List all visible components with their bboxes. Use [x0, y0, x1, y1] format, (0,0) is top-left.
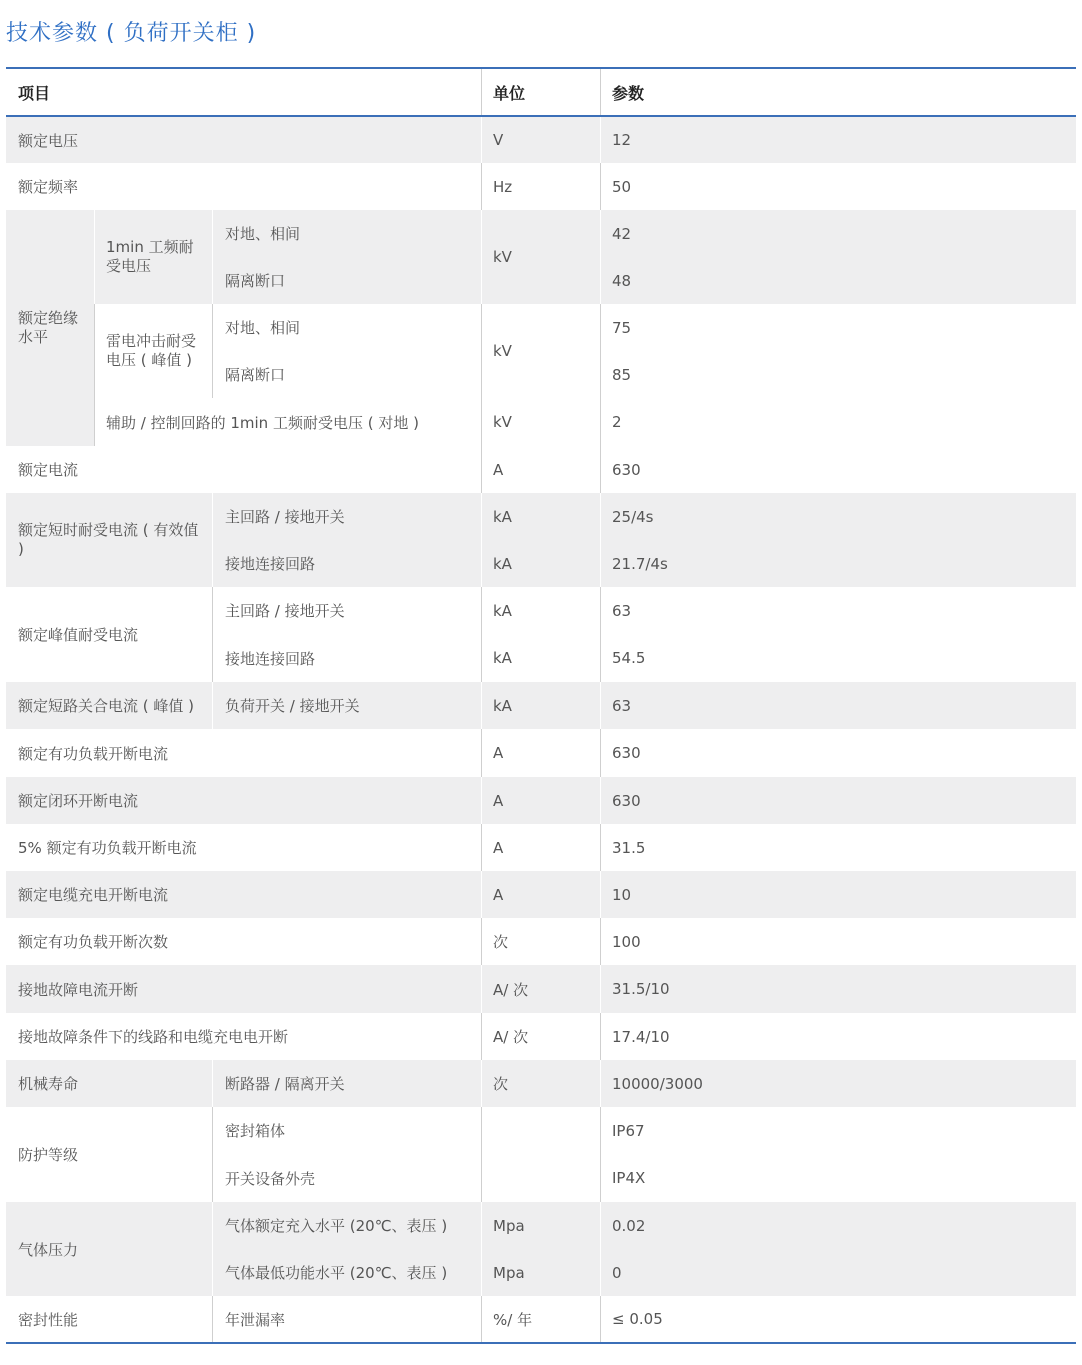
row-label: 额定电缆充电开断电流 [18, 886, 169, 904]
page-title: 技术参数 ( 负荷开关柜 ) [6, 21, 257, 46]
table-row [6, 117, 1076, 163]
sub-label: 1min 工频耐受电压 [106, 238, 194, 275]
column-divider [600, 729, 601, 777]
row-value: 50 [612, 177, 632, 196]
column-divider [212, 210, 213, 304]
row-label: 接地故障电流开断 [18, 980, 139, 999]
row-label: 额定电流 [18, 461, 79, 479]
table-row [6, 1060, 1076, 1107]
sub-item: 负荷开关 / 接地开关 [225, 697, 360, 715]
column-divider [600, 824, 601, 871]
sub-item: 气体最低功能水平 (20℃、表压 ) [225, 1264, 448, 1282]
header-divider [481, 69, 482, 115]
row-value: 31.5 [612, 838, 646, 857]
column-divider [481, 729, 482, 777]
row-label: 机械寿命 [18, 1075, 79, 1093]
column-divider [212, 1107, 213, 1202]
header-item: 项目 [18, 83, 51, 103]
column-divider [94, 304, 95, 398]
column-divider [481, 304, 482, 446]
column-divider [481, 824, 482, 871]
row-value: 10 [612, 885, 632, 904]
header-divider [600, 69, 601, 115]
row-unit: kA [493, 649, 512, 667]
row-value: 25/4s [612, 507, 654, 526]
sub-item: 接地连接回路 [225, 555, 316, 573]
column-divider [600, 304, 601, 446]
row-unit: A [493, 885, 504, 904]
column-divider [212, 304, 213, 398]
table-row [6, 1202, 1076, 1296]
column-divider [212, 682, 213, 729]
column-divider [600, 1107, 601, 1202]
row-value: 17.4/10 [612, 1027, 670, 1046]
sub-item: 开关设备外壳 [225, 1169, 316, 1188]
row-unit: %/ 年 [493, 1310, 533, 1329]
row-unit: kV [493, 248, 512, 266]
table-top-rule [6, 67, 1076, 69]
row-label: 额定有功负载开断电流 [18, 744, 169, 763]
sub-item: 主回路 / 接地开关 [225, 508, 345, 526]
row-unit: 次 [493, 1075, 509, 1093]
row-value: 48 [612, 271, 632, 290]
row-value: 63 [612, 696, 632, 715]
row-value: 2 [612, 413, 622, 431]
row-value: 85 [612, 365, 632, 384]
row-unit: A/ 次 [493, 980, 529, 999]
row-value: 42 [612, 224, 632, 243]
sub-label: 辅助 / 控制回路的 1min 工频耐受电压 ( 对地 ) [106, 413, 419, 432]
row-value: 75 [612, 318, 632, 337]
column-divider [600, 1013, 601, 1060]
row-value: IP4X [612, 1169, 646, 1187]
row-label: 额定有功负载开断次数 [18, 933, 169, 951]
row-label: 接地故障条件下的线路和电缆充电电开断 [18, 1028, 289, 1046]
row-value: 10000/3000 [612, 1074, 703, 1093]
row-value: 63 [612, 601, 632, 620]
column-divider [481, 1296, 482, 1342]
row-unit: A/ 次 [493, 1028, 529, 1046]
table-row [6, 446, 1076, 493]
row-label: 额定短时耐受电流 ( 有效值 ) [18, 521, 199, 558]
row-value: 630 [612, 791, 641, 810]
sub-item: 密封箱体 [225, 1122, 286, 1140]
column-divider [481, 1107, 482, 1202]
row-label: 防护等级 [18, 1146, 79, 1164]
row-value: 100 [612, 932, 641, 951]
row-unit: A [493, 791, 504, 810]
row-value: 630 [612, 460, 641, 479]
row-unit: A [493, 744, 504, 762]
sub-item: 隔离断口 [225, 272, 286, 290]
column-divider [600, 1296, 601, 1342]
table-row [6, 163, 1076, 210]
row-value: 0 [612, 1263, 622, 1282]
sub-item: 年泄漏率 [225, 1310, 286, 1329]
column-divider [481, 446, 482, 493]
row-value: 0.02 [612, 1216, 646, 1235]
row-unit: kA [493, 554, 512, 573]
row-value: 21.7/4s [612, 554, 668, 573]
row-unit: Hz [493, 177, 513, 196]
column-divider [94, 398, 95, 446]
sub-item: 隔离断口 [225, 366, 286, 384]
row-value: 12 [612, 131, 632, 149]
sub-item: 气体额定充入水平 (20℃、表压 ) [225, 1217, 448, 1235]
row-label: 额定绝缘水平 [18, 309, 79, 346]
row-label: 气体压力 [18, 1240, 79, 1259]
column-divider [212, 1202, 213, 1296]
sub-item: 主回路 / 接地开关 [225, 602, 345, 620]
row-unit: kV [493, 342, 512, 360]
row-unit: V [493, 131, 504, 149]
column-divider [600, 918, 601, 965]
header-unit: 单位 [493, 83, 526, 103]
column-divider [212, 493, 213, 587]
table-row [6, 587, 1076, 682]
row-unit: A [493, 838, 504, 857]
row-value: IP67 [612, 1121, 645, 1140]
row-unit: kA [493, 696, 512, 715]
column-divider [600, 587, 601, 682]
row-unit: Mpa [493, 1263, 525, 1282]
row-unit: kA [493, 507, 512, 526]
row-unit: kV [493, 413, 512, 431]
table-row [6, 777, 1076, 824]
column-divider [481, 918, 482, 965]
column-divider [212, 1296, 213, 1342]
table-row [6, 965, 1076, 1013]
sub-label: 雷电冲击耐受电压 ( 峰值 ) [106, 332, 197, 369]
row-label: 密封性能 [18, 1310, 79, 1329]
row-unit: A [493, 460, 504, 479]
column-divider [600, 446, 601, 493]
row-value: 31.5/10 [612, 980, 670, 998]
table-row [6, 1296, 1076, 1342]
column-divider [481, 1013, 482, 1060]
sub-item: 对地、相间 [225, 225, 301, 243]
row-unit: 次 [493, 933, 509, 951]
row-label: 额定频率 [18, 178, 79, 196]
column-divider [481, 163, 482, 210]
column-divider [481, 587, 482, 682]
row-label: 额定短路关合电流 ( 峰值 ) [18, 697, 195, 715]
table-row [6, 1107, 1076, 1202]
table-bottom-rule [6, 1342, 1076, 1344]
row-label: 额定电压 [18, 131, 79, 150]
row-value: 54.5 [612, 649, 646, 667]
sub-item: 对地、相间 [225, 319, 301, 337]
column-divider [600, 163, 601, 210]
sub-item: 断路器 / 隔离开关 [225, 1075, 345, 1093]
row-label: 5% 额定有功负载开断电流 [18, 839, 197, 857]
row-value: 630 [612, 744, 641, 762]
row-label: 额定闭环开断电流 [18, 792, 139, 810]
column-divider [212, 1060, 213, 1107]
column-divider [212, 587, 213, 682]
row-value: ≤ 0.05 [612, 1310, 663, 1328]
header-param: 参数 [612, 83, 645, 103]
row-unit: Mpa [493, 1216, 525, 1235]
sub-item: 接地连接回路 [225, 649, 316, 668]
row-label: 额定峰值耐受电流 [18, 626, 139, 644]
row-unit: kA [493, 601, 512, 620]
